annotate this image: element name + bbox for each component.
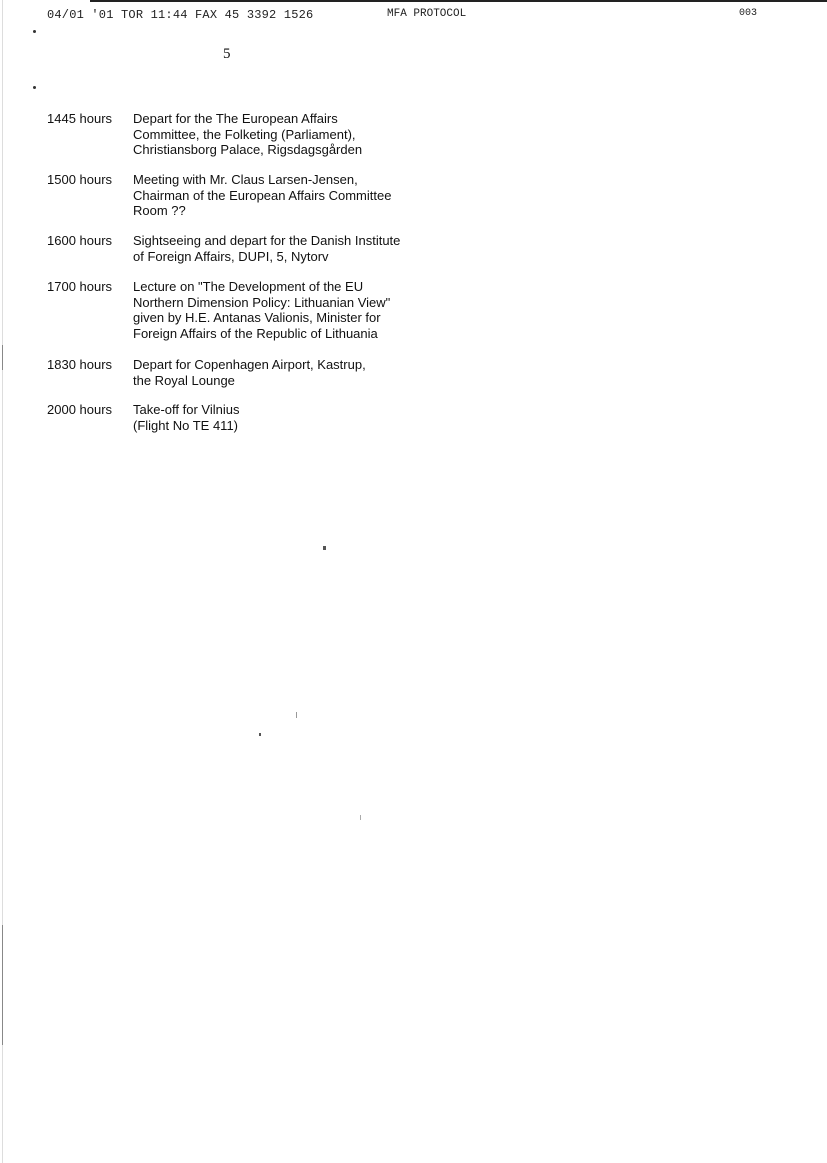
- schedule-line: Depart for Copenhagen Airport, Kastrup,: [133, 357, 366, 372]
- scan-speck: [323, 546, 326, 550]
- schedule-line: of Foreign Affairs, DUPI, 5, Nytorv: [133, 248, 329, 264]
- schedule-line: Take-off for Vilnius: [133, 402, 240, 417]
- schedule-time: 1700 hours: [47, 279, 113, 294]
- schedule-time: 1830 hours: [47, 357, 113, 372]
- schedule-line: Lecture on "The Development of the EU: [133, 279, 364, 294]
- schedule-line: Committee, the Folketing (Parliament),: [133, 126, 356, 142]
- schedule-line: Meeting with Mr. Claus Larsen-Jensen,: [133, 172, 358, 187]
- fax-header-middle: MFA PROTOCOL: [387, 8, 467, 20]
- schedule-description: [133, 233, 433, 264]
- schedule-line: Northern Dimension Policy: Lithuanian View": [133, 294, 391, 310]
- page-number: 5: [223, 46, 231, 62]
- schedule-line: (Flight No TE 411): [133, 417, 239, 433]
- scan-speck: [33, 86, 36, 89]
- scan-edge: [2, 345, 3, 370]
- schedule-description: [133, 402, 433, 433]
- schedule-line: Sightseeing and depart for the Danish Institute: [133, 233, 401, 248]
- fax-header-right: 003: [739, 8, 758, 19]
- schedule-time: 1600 hours: [47, 233, 113, 248]
- schedule-description: [133, 172, 433, 219]
- scan-speck: [360, 815, 361, 820]
- schedule-line: the Royal Lounge: [133, 372, 235, 388]
- fax-header-left: 04/01 '01 TOR 11:44 FAX 45 3392 1526: [47, 8, 314, 22]
- scan-edge: [2, 925, 3, 1045]
- fax-top-border: [90, 0, 827, 2]
- schedule-time: 1445 hours: [47, 111, 113, 126]
- schedule-time: 2000 hours: [47, 402, 113, 417]
- scan-speck: [259, 733, 261, 736]
- schedule-line: given by H.E. Antanas Valionis, Minister for: [133, 310, 381, 325]
- schedule-description: [133, 279, 433, 341]
- schedule-line: Depart for the The European Affairs: [133, 111, 338, 126]
- schedule-description: [133, 357, 433, 388]
- fax-header: [47, 6, 817, 24]
- schedule-line: Christiansborg Palace, Rigsdagsgården: [133, 142, 363, 157]
- schedule-description: [133, 111, 433, 158]
- schedule-line: Foreign Affairs of the Republic of Lithuania: [133, 325, 378, 341]
- schedule-time: 1500 hours: [47, 172, 113, 187]
- scan-speck: [296, 712, 297, 718]
- schedule-line: Chairman of the European Affairs Committee: [133, 187, 392, 203]
- schedule-line: Room ??: [133, 203, 186, 218]
- scan-speck: [33, 30, 36, 33]
